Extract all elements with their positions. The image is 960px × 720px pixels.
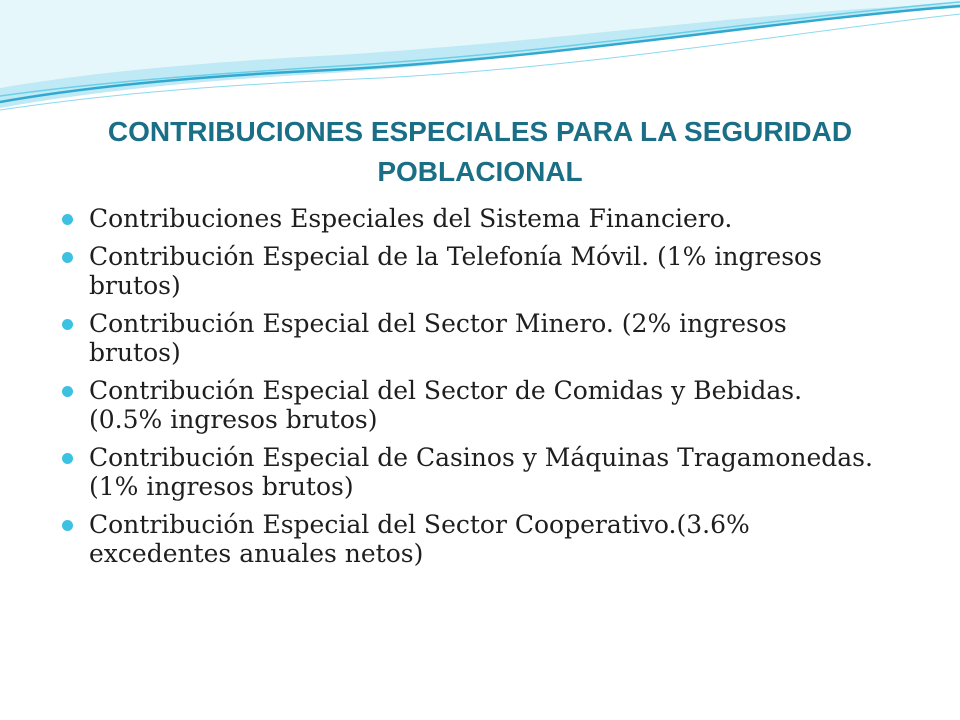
list-item-text: Contribución Especial del Sector Cooperativo.(3.6% excedentes anuales netos) (89, 510, 750, 568)
list-item-text: Contribución Especial de la Telefonía Móvil. (1% ingresos brutos) (89, 242, 822, 300)
bullet-list (62, 204, 882, 577)
list-item (62, 204, 882, 233)
bullet-marker-icon (62, 252, 73, 263)
list-item-text: Contribuciones Especiales del Sistema Financiero. (89, 204, 733, 233)
list-item (62, 510, 882, 568)
list-item-text: Contribución Especial del Sector de Comidas y Bebidas. (0.5% ingresos brutos) (89, 376, 803, 434)
list-item (62, 376, 882, 434)
bullet-marker-icon (62, 520, 73, 531)
slide-title: CONTRIBUCIONES ESPECIALES PARA LA SEGURIDAD POBLACIONAL (107, 116, 853, 187)
bullet-marker-icon (62, 453, 73, 464)
list-item (62, 242, 882, 300)
list-item (62, 309, 882, 367)
list-item (62, 443, 882, 501)
list-item-text: Contribución Especial de Casinos y Máquinas Tragamonedas. (1% ingresos brutos) (89, 443, 873, 501)
list-item-text: Contribución Especial del Sector Minero. (2% ingresos brutos) (89, 309, 787, 367)
bullet-marker-icon (62, 214, 73, 225)
bullet-marker-icon (62, 319, 73, 330)
bullet-marker-icon (62, 386, 73, 397)
header-wave-decoration (0, 0, 960, 120)
